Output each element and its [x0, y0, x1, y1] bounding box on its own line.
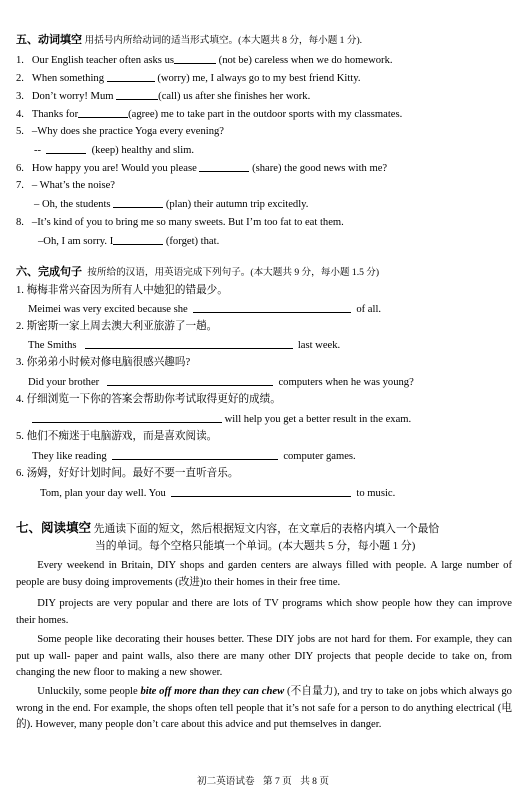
- s6-q6-english: Tom, plan your day well. You to music.: [40, 488, 396, 499]
- s6-q1-english: Meimei was very excited because she of all.: [28, 304, 382, 315]
- s6-q6-chinese: 6. 汤姆，好好计划时间。最好不要一直听音乐。: [16, 468, 239, 479]
- s6-q4-english: will help you get a better result in the exam.: [32, 412, 411, 426]
- section7-header: [16, 522, 439, 536]
- s5-question-5-answer: -- (keep) healthy and slim.: [34, 145, 195, 156]
- s5-question-2: 2. When something (worry) me, I always go to my best friend Kitty.: [16, 73, 361, 84]
- s6-q3-english: Did your brother computers when he was young?: [28, 377, 414, 388]
- answer-blank[interactable]: [112, 449, 278, 460]
- s5-question-8: 8. –It’s kind of you to bring me so many sweets. But I’m too fat to eat them.: [16, 217, 344, 228]
- section6-instruction: 按所给的汉语，用英语完成下列句子。(本大题共 9 分，每小题 1.5 分): [87, 267, 380, 278]
- reading-paragraph-1: Every weekend in Britain, DIY shops and garden centers are always filled with people. A large number of people are busy doing improvements (改进)to their homes in their free time.: [16, 560, 512, 588]
- s6-q5-english: They like reading computer games.: [32, 451, 356, 462]
- answer-blank[interactable]: [174, 53, 216, 64]
- s5-question-7: 7. – What’s the noise?: [16, 180, 115, 191]
- section5-header: [16, 34, 362, 47]
- s6-q2-chinese: 2. 斯密斯一家上周去澳大利亚旅游了一趟。: [16, 321, 218, 332]
- section7-instruction-line2: 当的单词。每个空格只能填一个单词。(本大题共 5 分，每小题 1 分): [95, 540, 416, 552]
- section7-instruction-line1: 先通读下面的短文，然后根据短文内容，在文章后的表格内填入一个最恰: [93, 523, 440, 535]
- s5-question-4: 4. Thanks for (agree) me to take part in the outdoor sports with my classmates.: [16, 109, 403, 120]
- s5-question-1: 1. Our English teacher often asks us (not be) careless when we do homework.: [16, 55, 393, 66]
- answer-blank[interactable]: [199, 161, 249, 172]
- section5-title: 五、动词填空: [16, 34, 82, 46]
- s5-question-7-answer: – Oh, the students (plan) their autumn trip excitedly.: [34, 199, 309, 210]
- footer-total-pages: 共 8 页: [300, 776, 329, 787]
- answer-blank[interactable]: [113, 197, 163, 208]
- reading-paragraph-3: Some people like decorating their houses better. These DIY jobs are not hard for them. For example, they can put up wall- paper and paint walls, also there are many other DIY projects that people decide to take on, from changing the new floor to making a new shower.: [16, 634, 512, 679]
- s6-q4-chinese: 4. 仔细浏览一下你的答案会帮助你考试取得更好的成绩。: [16, 394, 281, 405]
- answer-blank[interactable]: [85, 338, 293, 349]
- answer-blank[interactable]: [78, 107, 128, 118]
- footer-page-number: 第 7 页: [263, 776, 292, 787]
- section7-title: 七、阅读填空: [16, 521, 92, 535]
- s5-question-6: 6. How happy you are! Would you please (share) the good news with me?: [16, 163, 388, 174]
- answer-blank[interactable]: [107, 375, 273, 386]
- reading-paragraph-4: Unluckily, some people bite off more than they can chew (不自量力), and try to take on jobs which always go wrong in the end. For example, the shops often tell people that it’s not safe for a person to do anything electrical (电的). However, many people don’t care about this advice and put themselves in danger.: [16, 686, 512, 731]
- page-footer: [0, 773, 526, 787]
- answer-blank[interactable]: [171, 486, 351, 497]
- footer-exam-name: 初二英语试卷: [197, 776, 255, 787]
- s6-q2-english: The Smiths last week.: [28, 340, 341, 351]
- s6-q3-chinese: 3. 你弟弟小时候对修电脑很感兴趣吗?: [16, 357, 191, 368]
- section5-instruction: 用括号内所给动词的适当形式填空。(本大题共 8 分，每小题 1 分).: [84, 35, 363, 46]
- s6-q1-chinese: 1. 梅梅非常兴奋因为所有人中她犯的错最少。: [16, 285, 228, 296]
- s6-q5-chinese: 5. 他们不痴迷于电脑游戏，而是喜欢阅读。: [16, 431, 218, 442]
- section6-title: 六、完成句子: [16, 266, 82, 278]
- answer-blank[interactable]: [107, 71, 155, 82]
- s5-question-5: 5. –Why does she practice Yoga every evening?: [16, 126, 224, 137]
- answer-blank[interactable]: [32, 412, 222, 423]
- answer-blank[interactable]: [116, 89, 158, 100]
- reading-paragraph-2: DIY projects are very popular and there are lots of TV programs which show people how they can improve their homes.: [16, 598, 512, 626]
- answer-blank[interactable]: [46, 143, 86, 154]
- s5-question-8-answer: –Oh, I am sorry. I (forget) that.: [38, 236, 220, 247]
- idiom-emphasis: bite off more than they can chew: [140, 686, 285, 697]
- answer-blank[interactable]: [113, 234, 163, 245]
- section6-header: [16, 266, 379, 279]
- answer-blank[interactable]: [193, 302, 351, 313]
- s5-question-3: 3. Don’t worry! Mum (call) us after she finishes her work.: [16, 91, 311, 102]
